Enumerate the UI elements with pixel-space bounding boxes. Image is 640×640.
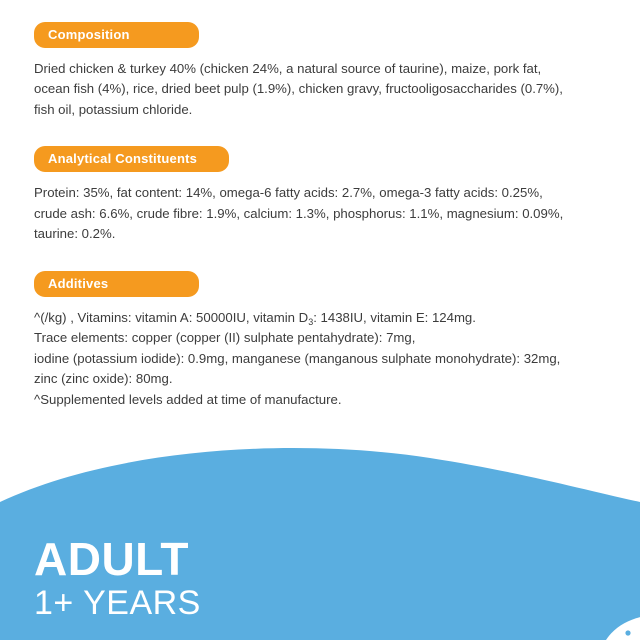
footer-banner bbox=[0, 440, 640, 640]
text-line: zinc (zinc oxide): 80mg. bbox=[34, 371, 173, 387]
section-heading-analytical-constituents: Analytical Constituents bbox=[34, 146, 229, 172]
text-line-vitamins: ^(/kg) , Vitamins: vitamin A: 50000IU, vitamin $D_3$: 1438IU, vitamin E: 124mg. bbox=[34, 309, 476, 327]
footer-subtitle: 1+ YEARS bbox=[34, 584, 201, 623]
text-line: crude ash: 6.6%, crude fibre: 1.9%, calcium: 1.3%, phosphorus: 1.1%, magnesium: 0.09%, bbox=[34, 205, 564, 221]
text-line: Protein: 35%, fat content: 14%, omega-6 fatty acids: 2.7%, omega-3 fatty acids: 0.25%, bbox=[34, 185, 543, 201]
text-line: ^Supplemented levels added at time of manufacture. bbox=[34, 391, 342, 407]
footer-text-block bbox=[34, 533, 201, 623]
section-composition bbox=[34, 22, 606, 120]
section-body-composition bbox=[34, 59, 606, 120]
section-heading-composition: Composition bbox=[34, 22, 199, 48]
text-line: taurine: 0.2%. bbox=[34, 226, 116, 242]
text-line: Dried chicken & turkey 40% (chicken 24%, a natural source of taurine), maize, pork fat, bbox=[34, 61, 542, 76]
text-line: ocean fish (4%), rice, dried beet pulp (1.9%), chicken gravy, fructooligosaccharides (0.7%), bbox=[34, 81, 563, 97]
section-heading-additives: Additives bbox=[34, 271, 199, 297]
text-line: fish oil, potassium chloride. bbox=[34, 101, 193, 117]
section-body-analytical-constituents bbox=[34, 183, 606, 244]
footer-title: ADULT bbox=[34, 533, 189, 586]
text-line: iodine (potassium iodide): 0.9mg, manganese (manganous sulphate monohydrate): 32mg, bbox=[34, 350, 561, 366]
text-line: Trace elements: copper (copper (II) sulphate pentahydrate): 7mg, bbox=[34, 330, 416, 346]
section-body-additives bbox=[34, 308, 606, 410]
section-additives bbox=[34, 271, 606, 410]
section-analytical-constituents bbox=[34, 146, 606, 244]
